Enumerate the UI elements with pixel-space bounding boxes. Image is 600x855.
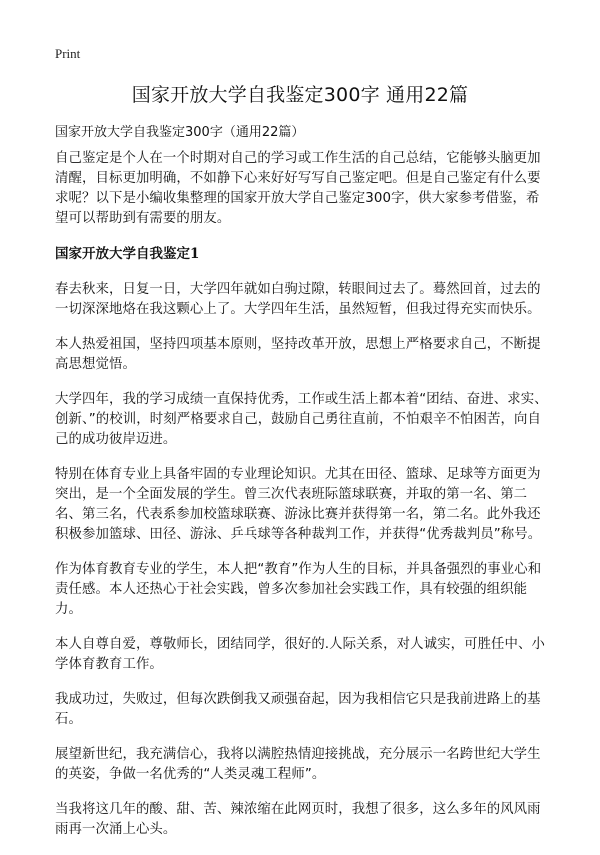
section-heading: 国家开放大学自我鉴定1 [55, 246, 200, 262]
body-paragraph: 我成功过，失败过，但每次跌倒我又顽强奋起，因为我相信它只是我前进路上的基石。 [55, 692, 541, 727]
body-paragraph: 本人自尊自爱，尊敬师长，团结同学，很好的.人际关系，对人诚实，可胜任中、小学体育教育工作。 [55, 637, 546, 672]
article-content [55, 149, 553, 855]
document-subtitle: 国家开放大学自我鉴定300字（通用22篇） [55, 125, 305, 140]
body-paragraph: 本人热爱祖国，坚持四项基本原则，坚持改革开放，思想上严格要求自己，不断提高思想觉悟。 [55, 337, 541, 372]
body-paragraph: 大学四年，我的学习成绩一直保持优秀，工作或生活上都本着“团结、奋进、求实、创新、”的校训，时刻严格要求自己，鼓励自己勇往直前，不怕艰辛不怕困苦，向自己的成功彼岸迈进。 [55, 392, 548, 447]
print-link[interactable]: Print [55, 46, 81, 61]
body-paragraph: 特别在体育专业上具备牢固的专业理论知识。尤其在田径、篮球、足球等方面更为突出，是一个全面发展的学生。曾三次代表班际篮球联赛，并取的第一名、第二名、第三名，代表系参加校篮球联赛、游泳比赛并获得第一名，第二名。此外我还积极参加篮球、田径、游泳、乒乓球等各种裁判工作，并获得“优秀裁判员”称号。 [55, 467, 542, 542]
body-paragraph: 作为体育教育专业的学生，本人把“教育”作为人生的目标，并具备强烈的事业心和责任感。本人还热心于社会实践，曾多次参加社会实践工作，具有较强的组织能力。 [55, 562, 542, 617]
body-paragraph: 展望新世纪，我充满信心，我将以满腔热情迎接挑战，充分展示一名跨世纪大学生的英姿，争做一名优秀的“人类灵魂工程师”。 [55, 747, 541, 782]
body-paragraph: 春去秋来，日复一日，大学四年就如白驹过隙，转眼间过去了。蓦然回首，过去的一切深深地烙在我这颗心上了。大学四年生活，虽然短暂，但我过得充实而快乐。 [55, 282, 541, 317]
page-title: 国家开放大学自我鉴定300字 通用22篇 [131, 84, 469, 106]
intro-paragraph: 自己鉴定是个人在一个时期对自己的学习或工作生活的自己总结，它能够头脑更加清醒，目标更加明确，不如静下心来好好写写自己鉴定吧。但是自己鉴定有什么要求呢？以下是小编收集整理的国家开放大学自己鉴定300字，供大家参考借鉴，希望可以帮助到有需要的朋友。 [55, 151, 541, 226]
body-paragraph: 当我将这几年的酸、甜、苦、辣浓缩在此网页时，我想了很多，这么多年的风风雨雨再一次涌上心头。 [55, 802, 541, 837]
